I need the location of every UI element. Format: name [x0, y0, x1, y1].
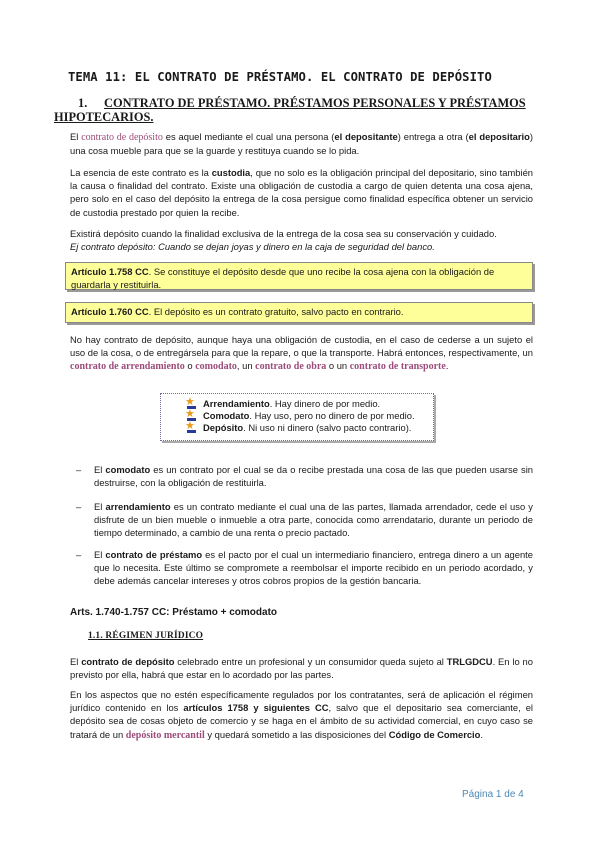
bullet-comodato: El comodato es un contrato por el cual se da o recibe prestada una cosa de las que pueden usarse sin destruirse, con la obligación de restituirla. — [94, 464, 533, 489]
highlight-term: contrato de depósito — [81, 132, 163, 143]
paragraph-regimen: El contrato de depósito celebrado entre un profesional y un consumidor queda sujeto al TRLGDCU. En lo no previsto por ella, habrá que estar en lo acordado por las partes. — [70, 656, 533, 681]
list-item: ★ Comodato . Hay uso, pero no dinero de por medio. — [185, 410, 433, 422]
paragraph-definition: El contrato de depósito es aquel mediante el cual una persona (el depositante) entrega a otra (el depositario) una cosa mueble para que se la guarde y restituya cuando se lo pida. — [70, 131, 534, 157]
paragraph-custodia: La esencia de este contrato es la custodia, que no solo es la obligación principal del depositario, sino también la causa o finalidad del contrato. Existe una obligación de custodia a cargo de quien detenta una cosa ajena, pero solo en el caso del depósito la entrega de la cosa persigue como finalidad específica obtener un servicio de custodia prestado por quien la recibe. — [70, 167, 533, 218]
dash-bullet: – — [76, 549, 82, 560]
paragraph-finalidad: Existirá depósito cuando la finalidad exclusiva de la entrega de la cosa sea su conservación y cuidado. Ej contrato depósito: Cuando se dejan joyas y dinero en la caja de seguridad del banco. — [70, 228, 497, 253]
paragraph-no-deposito: No hay contrato de depósito, aunque haya una obligación de custodia, en el caso de cederse a un sujeto el uso de la cosa, o de entregársela para que la repare, o que la transporte. Habrá entonces, respectivamente, un contrato de arrendamiento o comodato, un contrato de obra o un contrato de transporte. — [70, 334, 533, 373]
page-number: Página 1 de 4 — [462, 789, 524, 800]
comparison-box — [160, 393, 434, 441]
section-number: 1. — [78, 96, 88, 110]
dash-bullet: – — [76, 464, 82, 475]
articles-reference: Arts. 1.740-1.757 CC: Préstamo + comodato — [70, 607, 278, 618]
dash-bullet: – — [76, 501, 82, 512]
article-box-1760: Artículo 1.760 CC. El depósito es un contrato gratuito, salvo pacto en contrario. — [65, 302, 533, 323]
bullet-arrendamiento: El arrendamiento es un contrato mediante el cual una de las partes, llamada arrendador, cede el uso y disfrute de un bien mueble o inmueble a otra parte, conocida como arrendatario, durante un periodo de tiempo determinado, a cambio de una renta o precio pactado. — [94, 501, 533, 539]
paragraph-aplicacion: En los aspectos que no estén específicamente regulados por los contratantes, será de aplicación el régimen jurídico contenido en los artículos 1758 y siguientes CC, salvo que el depositario sea comerciante, el depósito sea de cosas objeto de comercio y se haga en el ámbito de su actividad comercial, en cuyo caso se tratará de un depósito mercantil y quedará sometido a las disposiciones del Código de Comercio. — [70, 689, 533, 741]
bullet-prestamo: El contrato de préstamo es el pacto por el cual un intermediario financiero, entrega dinero a un agente que lo necesita. Este último se compromete a reembolsar el importe recibido en un periodo acordado, y debe además cancelar intereses y otros cobros propios de la gestión bancaria. — [94, 549, 533, 587]
section-title-line-2: HIPOTECARIOS. — [54, 110, 154, 124]
article-box-1758: Artículo 1.758 CC. Se constituye el depósito desde que uno recibe la cosa ajena con la obligación de guardarla y restituirla. — [65, 262, 533, 290]
section-title-line-1: CONTRATO DE PRÉSTAMO. PRÉSTAMOS PERSONALES Y PRÉSTAMOS — [104, 96, 526, 110]
star-bullet-icon — [185, 423, 197, 433]
page-title: TEMA 11: EL CONTRATO DE PRÉSTAMO. EL CONTRATO DE DEPÓSITO — [68, 70, 492, 84]
section-heading-1 — [54, 96, 538, 124]
list-item: ★ Arrendamiento . Hay dinero de por medio. — [185, 398, 433, 410]
section-heading-1-1: 1.1. RÉGIMEN JURÍDICO — [88, 631, 204, 641]
example-text: Ej contrato depósito: Cuando se dejan joyas y dinero en la caja de seguridad del banco. — [70, 241, 435, 253]
list-item: ★ Depósito . Ni uso ni dinero (salvo pacto contrario). — [185, 422, 433, 434]
